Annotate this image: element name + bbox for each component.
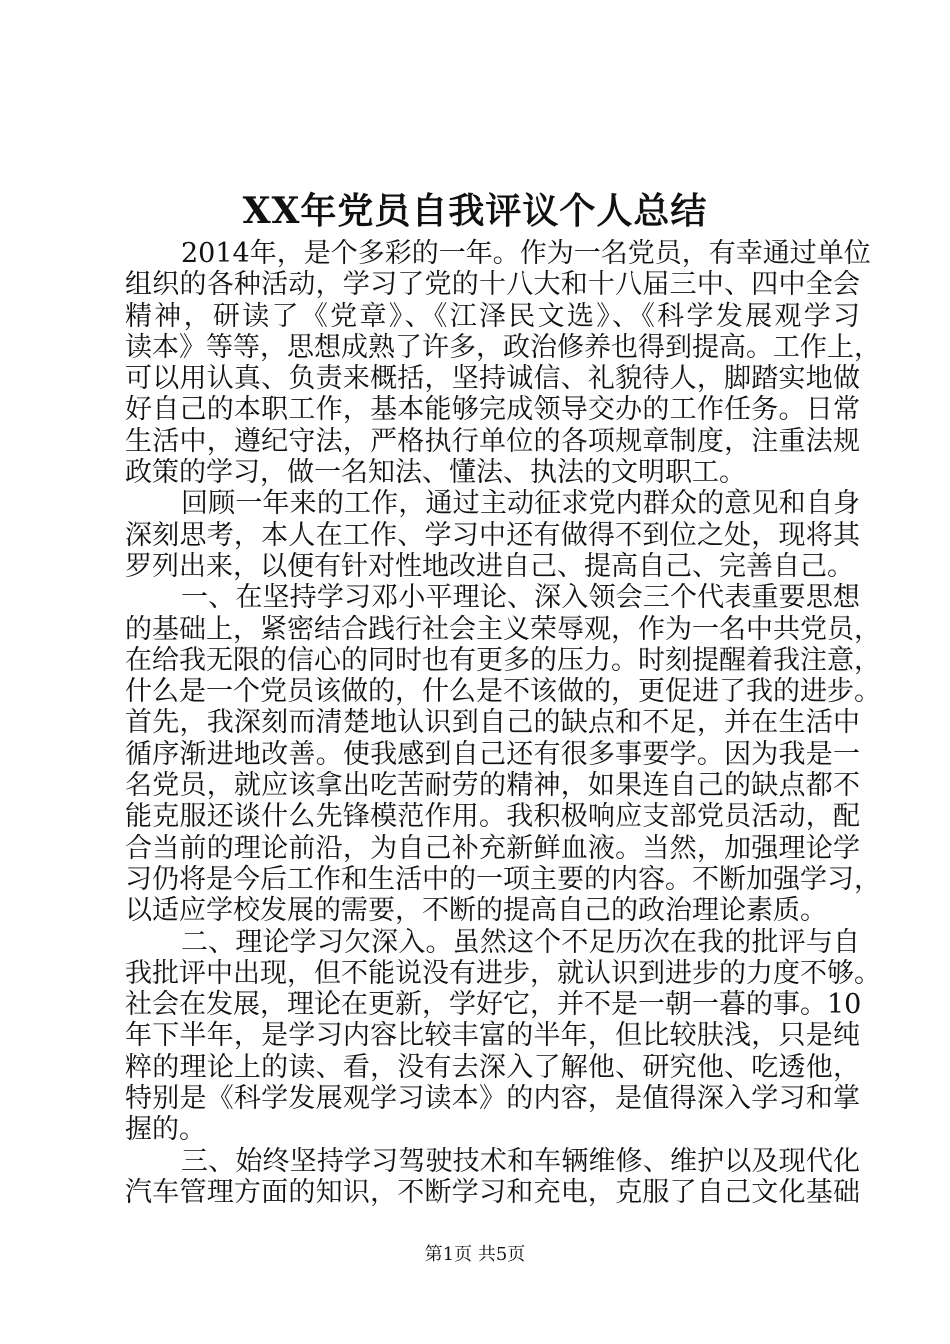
text-line: 罗列出来，以便有针对性地改进自己、提高自己、完善自己。 xyxy=(125,550,854,582)
text-line: 名党员，就应该拿出吃苦耐劳的精神，如果连自己的缺点都不 xyxy=(125,770,860,802)
text-line: 可以用认真、负责来概括，坚持诚信、礼貌待人，脚踏实地做 xyxy=(125,363,860,395)
text-line: 粹的理论上的读、看，没有去深入了解他、研究他、吃透他， xyxy=(125,1051,860,1083)
text-line: 2014年，是个多彩的一年。作为一名党员，有幸通过单位 xyxy=(181,238,871,269)
text-line: 首先，我深刻而清楚地认识到自己的缺点和不足，并在生活中 xyxy=(125,707,860,739)
text-line: 能克服还谈什么先锋模范作用。我积极响应支部党员活动，配 xyxy=(125,801,860,833)
text-line: 回顾一年来的工作，通过主动征求党内群众的意见和自身 xyxy=(181,488,860,520)
document-title: XX年党员自我评议个人总结 xyxy=(242,190,708,232)
paragraph-1 xyxy=(125,238,881,489)
paragraph-4 xyxy=(125,926,881,1146)
text-line: 握的。 xyxy=(125,1114,206,1146)
text-line: 特别是《科学发展观学习读本》的内容，是值得深入学习和掌 xyxy=(125,1083,860,1115)
text-line: 汽车管理方面的知识，不断学习和充电，克服了自己文化基础 xyxy=(125,1176,860,1208)
paragraph-5 xyxy=(125,1146,860,1209)
text-line: 社会在发展，理论在更新，学好它，并不是一朝一暮的事。10 xyxy=(125,989,862,1021)
text-line: 合当前的理论前沿，为自己补充新鲜血液。当然，加强理论学 xyxy=(125,832,860,864)
page-number-footer: 第1页 共5页 xyxy=(424,1244,526,1265)
text-line: 精神，研读了《党章》、《江泽民文选》、《科学发展观学习 xyxy=(125,300,860,332)
document-body xyxy=(125,238,881,1208)
text-line: 一、在坚持学习邓小平理论、深入领会三个代表重要思想 xyxy=(181,582,860,614)
text-line: 循序渐进地改善。使我感到自己还有很多事要学。因为我是一 xyxy=(125,738,860,770)
text-line: 年下半年，是学习内容比较丰富的半年，但比较肤浅，只是纯 xyxy=(125,1020,860,1052)
text-line: 政策的学习，做一名知法、懂法、执法的文明职工。 xyxy=(125,457,746,489)
text-line: 读本》等等，思想成熟了许多，政治修养也得到提高。工作上， xyxy=(125,331,881,363)
text-line: 三、始终坚持学习驾驶技术和车辆维修、维护以及现代化 xyxy=(181,1145,860,1177)
text-line: 好自己的本职工作，基本能够完成领导交办的工作任务。日常 xyxy=(125,394,860,426)
text-line: 以适应学校发展的需要，不断的提高自己的政治理论素质。 xyxy=(125,895,827,927)
text-line: 的基础上，紧密结合践行社会主义荣辱观，作为一名中共党员， xyxy=(125,613,881,645)
text-line: 我批评中出现，但不能说没有进步，就认识到进步的力度不够。 xyxy=(125,957,881,989)
paragraph-3 xyxy=(125,582,881,927)
text-line: 生活中，遵纪守法，严格执行单位的各项规章制度，注重法规 xyxy=(125,425,860,457)
text-line: 二、理论学习欠深入。虽然这个不足历次在我的批评与自 xyxy=(181,926,860,958)
text-line: 习仍将是今后工作和生活中的一项主要的内容。不断加强学习， xyxy=(125,863,881,895)
text-line: 在给我无限的信心的同时也有更多的压力。时刻提醒着我注意， xyxy=(125,644,881,676)
paragraph-2 xyxy=(125,488,860,582)
text-line: 深刻思考，本人在工作、学习中还有做得不到位之处，现将其 xyxy=(125,519,860,551)
text-line: 什么是一个党员该做的，什么是不该做的，更促进了我的进步。 xyxy=(125,676,881,708)
text-line: 组织的各种活动，学习了党的十八大和十八届三中、四中全会 xyxy=(125,269,860,301)
